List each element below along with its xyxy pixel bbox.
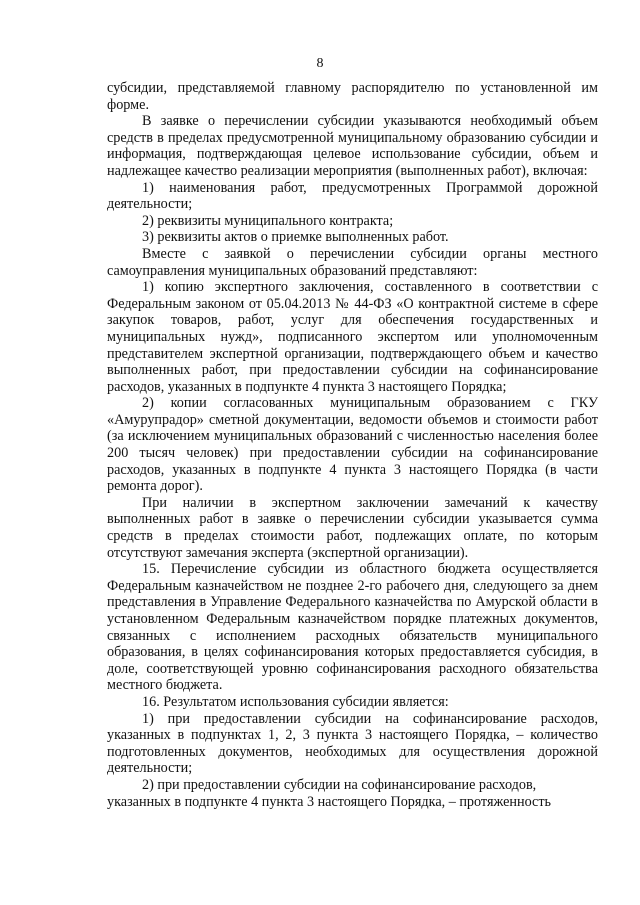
paragraph-section-15-transfer: 15. Перечисление субсидии из областного бюджета осуществляется Федеральным казначейством не позднее 2-го рабочего дня, следующего за днем представления в Управление Федерального казначейства по Амурской области в установленном Федеральным казначейством порядке платежных документов, связанных с исполнением расходных обязательств муниципального образования, в целях софинансирования которых предоставляется субсидия, в доле, соответствующей уровню софинансирования расходного обязательства местного бюджета. (107, 561, 598, 694)
list-item-result-length: 2) при предоставлении субсидии на софинансирование расходов, указанных в подпункте 4 пункта 3 настоящего Порядка, – протяженность (107, 776, 551, 810)
list-item-acceptance-acts: 3) реквизиты актов о приемке выполненных работ. (142, 229, 449, 246)
list-item-result-documents: 1) при предоставлении субсидии на софинансирование расходов, указанных в подпунктах 1, 2, 3 пункта 3 настоящего Порядка, – количество подготовленных документов, необходимых для осуществления дорожной деятельности; (107, 710, 598, 777)
list-item-contract-details: 2) реквизиты муниципального контракта; (142, 212, 394, 229)
paragraph-subsidy-form: субсидии, представляемой главному распорядителю по установленной им форме. (107, 80, 598, 113)
paragraph-expert-remarks: При наличии в экспертном заключении замечаний к качеству выполненных работ в заявке о перечислении субсидии указывается сумма средств в пределах стоимости работ, подлежащих оплате, по которым отсутствуют замечания эксперта (экспертной организации). (107, 494, 598, 561)
paragraph-application-contents: В заявке о перечислении субсидии указываются необходимый объем средств в пределах предусмотренной муниципальному образованию субсидии и информация, подтверждающая целевое использование субсидии, объем и надлежащее качество реализации мероприятия (выполненных работ), включая: (107, 113, 598, 179)
paragraph-section-16-result: 16. Результатом использования субсидии является: (142, 693, 449, 710)
document-body (107, 80, 598, 810)
list-item-work-names: 1) наименования работ, предусмотренных Программой дорожной деятельности; (107, 179, 598, 213)
list-item-expert-conclusion: 1) копию экспертного заключения, составленного в соответствии с Федеральным законом от 05.04.2013 № 44-ФЗ «О контрактной системе в сфере закупок товаров, работ, услуг для обеспечения государственных и муниципальных нужд», подписанного экспертом или уполномоченным представителем экспертной организации, подтверждающего объем и качество выполненных работ, при предоставлении субсидии на софинансирование расходов, указанных в подпункте 4 пункта 3 настоящего Порядка; (107, 279, 598, 395)
list-item-estimate-documents: 2) копии согласованных муниципальным образованием с ГКУ «Амурупрадор» сметной документации, ведомости объемов и стоимости работ (за исключением муниципальных образований с численностью населения более 200 тысяч человек) при предоставлении субсидии на софинансирование расходов, указанных в подпункте 4 пункта 3 настоящего Порядка (в части ремонта дорог). (107, 395, 598, 495)
paragraph-local-authorities-submit: Вместе с заявкой о перечислении субсидии органы местного самоуправления муниципальных образований представляют: (107, 245, 598, 279)
page-number: 8 (316, 56, 324, 71)
